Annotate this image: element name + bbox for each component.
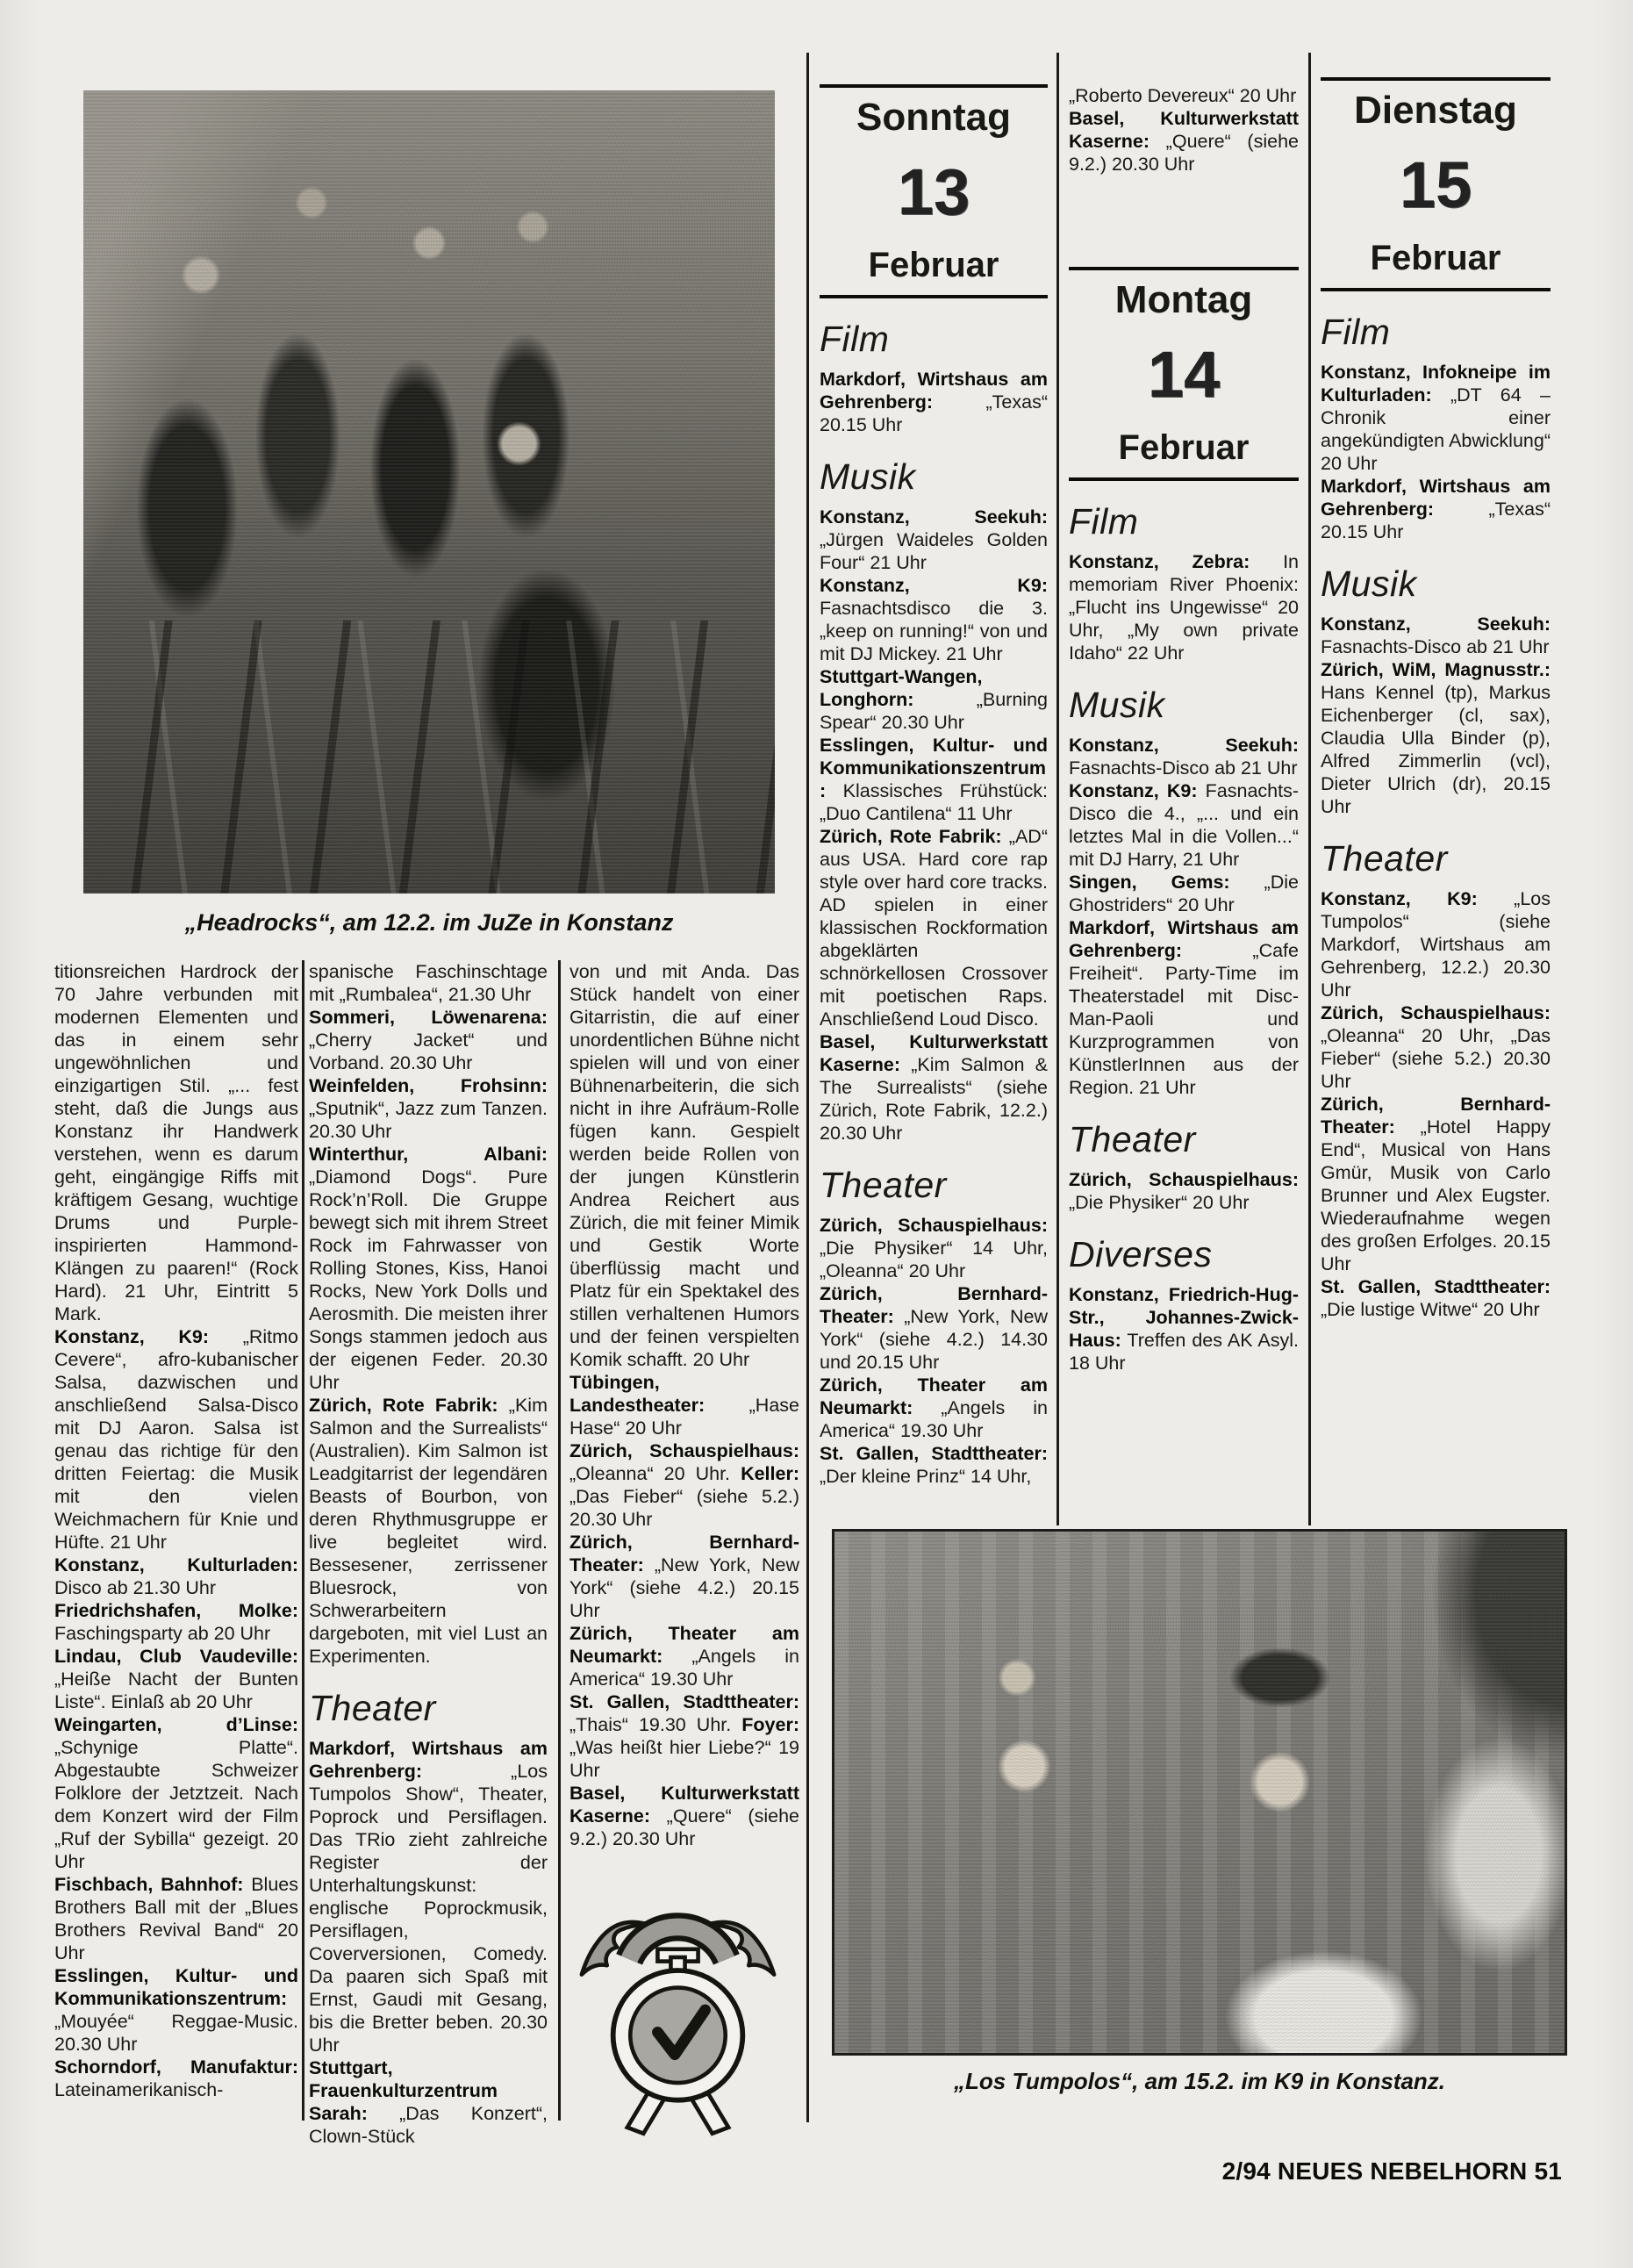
day-number: 13 xyxy=(897,155,970,228)
venue-name: Schorndorf, Manufaktur: xyxy=(54,2056,298,2078)
venue-name: Zürich, Schauspielhaus: xyxy=(569,1440,799,1461)
event-entry xyxy=(54,2056,298,2101)
venue-name: Zürich, Rote Fabrik: xyxy=(820,826,1002,847)
venue-name: Zürich, Bernhard-Theater: xyxy=(820,1283,1048,1327)
event-text: „Heiße Nacht der Bunten Liste“. Einlaß ab 20 Uhr xyxy=(54,1669,298,1712)
event-text: Fasnachts-Disco ab 21 Uhr xyxy=(1069,757,1298,779)
event-entry xyxy=(820,368,1048,436)
event-entry xyxy=(820,574,1048,665)
event-text: „Angels in America“ 19.30 Uhr xyxy=(820,1397,1048,1441)
event-entry xyxy=(54,1645,298,1713)
event-text: „Die Physiker“ 20 Uhr xyxy=(1069,1192,1250,1213)
column-monday xyxy=(1069,84,1299,1374)
event-entry xyxy=(309,1143,548,1394)
article-paragraph xyxy=(1069,84,1299,107)
venue-name: Konstanz, Kulturladen: xyxy=(54,1554,298,1575)
event-text: „Hase Hase“ 20 Uhr xyxy=(569,1395,799,1439)
venue-name: Konstanz, Seekuh: xyxy=(820,506,1048,528)
event-entry xyxy=(309,1074,548,1143)
event-entry xyxy=(820,1030,1048,1145)
venue-name: Zürich, Bernhard-Theater: xyxy=(569,1532,799,1575)
event-entry xyxy=(820,506,1048,574)
photo-caption-bottom: „Los Tumpolos“, am 15.2. im K9 in Konstanz. xyxy=(953,2068,1446,2094)
day-month-name: Februar xyxy=(868,246,999,284)
event-entry xyxy=(1069,550,1299,664)
page-footer: 2/94 NEUES NEBELHORN 51 xyxy=(1221,2157,1562,2185)
day-number: 15 xyxy=(1399,148,1472,221)
event-entry xyxy=(569,1531,799,1622)
article-paragraph xyxy=(54,960,298,1325)
event-entry xyxy=(569,1371,799,1439)
event-entry xyxy=(309,1006,548,1074)
day-name: Sonntag xyxy=(856,96,1011,139)
event-entry xyxy=(1069,1168,1299,1214)
event-text: „Oleanna“ 20 Uhr. xyxy=(569,1463,741,1484)
venue-name: Foyer: xyxy=(741,1714,799,1735)
event-text: „Roberto Devereux“ 20 Uhr xyxy=(1069,85,1297,106)
event-text: „Kim Salmon and the Surrealists“ (Australien). Kim Salmon ist Leadgitarrist der legendären Beasts of Bourbon, von deren Rhythmusgruppe er live begleitet wird. Bessesener, zerrissener Bluesrock, von Schwerarbeitern dargeboten, mit viel Lust an Experimenten. xyxy=(309,1395,548,1667)
column-listing-saturday-1 xyxy=(54,960,298,2101)
venue-name: Zürich, Bernhard-Theater: xyxy=(1321,1094,1551,1138)
venue-name: Winterthur, Albani: xyxy=(309,1144,548,1165)
event-text: „New York, New York“ (siehe 4.2.) 20.15 Uhr xyxy=(569,1554,799,1621)
day-header-dienstag xyxy=(1321,77,1551,291)
event-entry xyxy=(820,825,1048,1030)
column-divider xyxy=(1056,53,1059,1525)
event-entry xyxy=(820,1214,1048,1282)
event-text: „Texas“ 20.15 Uhr xyxy=(820,391,1048,435)
category-heading: Film xyxy=(1069,501,1139,542)
event-entry xyxy=(1321,887,1551,1001)
venue-name: Esslingen, Kultur- und Kommunikationszentrum: xyxy=(820,735,1048,801)
band-photo xyxy=(83,90,775,894)
alarm-clock-icon xyxy=(575,1878,781,2142)
category-heading: Musik xyxy=(1321,563,1417,604)
event-entry xyxy=(1069,779,1299,871)
venue-name: Basel, Kulturwerkstatt Kaserne: xyxy=(569,1783,799,1827)
event-text: „Diamond Dogs“. Pure Rock’n’Roll. Die Gruppe bewegt sich mit ihrem Street Rock im Fahrwasser von Rolling Stones, Kiss, Hanoi Rocks, New York Dolls und Aerosmith. Die meisten ihrer Songs stammen jedoch aus der eigenen Feder. 20.30 Uhr xyxy=(309,1166,548,1393)
event-text: Fasnachts-Disco ab 21 Uhr xyxy=(1321,636,1550,657)
event-entry xyxy=(820,1282,1048,1374)
event-text: „AD“ aus USA. Hard core rap style over hard core tracks. AD spielen in einer klassischen Rockformation abgeklärten schnörkellosen Crossover mit poetischen Raps. Anschließend Loud Disco. xyxy=(820,826,1048,1030)
event-entry xyxy=(1321,658,1551,818)
event-entry xyxy=(54,1964,298,2056)
day-header-montag xyxy=(1069,267,1299,481)
event-text: „Burning Spear“ 20.30 Uhr xyxy=(820,689,1048,733)
category-heading: Musik xyxy=(1069,685,1165,725)
event-text: „Thais“ 19.30 Uhr. xyxy=(569,1714,742,1735)
venue-name: Zürich, WiM, Magnusstr.: xyxy=(1321,659,1551,680)
venue-name: Zürich, Schauspielhaus: xyxy=(820,1215,1048,1236)
venue-name: Konstanz, Seekuh: xyxy=(1321,614,1551,635)
event-entry xyxy=(54,1713,298,1873)
event-entry xyxy=(569,1439,799,1531)
day-number: 14 xyxy=(1147,338,1221,411)
venue-name: Weingarten, d’Linse: xyxy=(54,1714,298,1735)
event-entry xyxy=(1321,361,1551,475)
venue-name: Sommeri, Löwenarena: xyxy=(309,1007,548,1028)
venue-name: Tübingen, Landestheater: xyxy=(569,1372,705,1416)
day-month-name: Februar xyxy=(1118,428,1250,467)
event-text: spanische Faschinschtage mit „Rumbalea“, 21.30 Uhr xyxy=(309,961,548,1005)
event-text: titionsreichen Hardrock der 70 Jahre verbunden mit modernen Elementen und das in einem sehr ungewöhnlichen und einzigartigen Stil. „... fest steht, daß die Jungs aus Konstanz ihr Handwerk verstehen, wenn es darum geht, eingängige Riffs mit kräftigem Gesang, wuchtige Drums und Purple-inspirierten Hammond-Klängen zu paaren!“ (Rock Hard). 21 Uhr, Eintritt 5 Mark. xyxy=(54,961,298,1324)
event-text: Faschingsparty ab 20 Uhr xyxy=(54,1623,271,1644)
event-text: „Jürgen Waideles Golden Four“ 21 Uhr xyxy=(820,529,1048,573)
venue-name: St. Gallen, Stadttheater: xyxy=(1321,1276,1551,1297)
venue-name: Konstanz, K9: xyxy=(54,1326,210,1347)
event-text: „DT 64 – Chronik einer angekündigten Abwicklung“ 20 Uhr xyxy=(1321,384,1551,474)
event-entry xyxy=(1321,1275,1551,1321)
venue-name: Basel, Kulturwerkstatt Kaserne: xyxy=(820,1031,1048,1075)
column-divider xyxy=(558,960,561,2121)
event-entry xyxy=(54,1325,298,1554)
event-entry xyxy=(820,734,1048,825)
event-entry xyxy=(309,1737,548,2056)
event-text: „Quere“ (siehe 9.2.) 20.30 Uhr xyxy=(569,1805,799,1849)
event-text: „Cafe Freiheit“. Party-Time im Theaterstadel mit Disc-Man-Paoli und Kurzprogrammen von KünstlerInnen aus der Region. 21 Uhr xyxy=(1069,940,1299,1098)
venue-name: Friedrichshafen, Molke: xyxy=(54,1600,298,1621)
column-divider xyxy=(806,53,809,2122)
event-entry xyxy=(820,665,1048,734)
event-entry xyxy=(54,1599,298,1645)
event-text: „Das Konzert“, Clown-Stück xyxy=(309,2103,548,2147)
category-heading: Theater xyxy=(309,1688,436,1728)
event-entry xyxy=(309,1394,548,1668)
event-entry xyxy=(1069,871,1299,916)
event-entry xyxy=(54,1554,298,1599)
column-divider xyxy=(302,960,304,2121)
event-text: „Angels in America“ 19.30 Uhr xyxy=(569,1646,799,1690)
event-text: „Texas“ 20.15 Uhr xyxy=(1321,499,1551,542)
event-entry xyxy=(1069,1283,1299,1374)
event-entry xyxy=(820,1374,1048,1442)
venue-name: Konstanz, Seekuh: xyxy=(1069,735,1299,756)
column-listing-saturday-3 xyxy=(569,960,799,1850)
event-text: „Cherry Jacket“ und Vorband. 20.30 Uhr xyxy=(309,1030,548,1073)
event-text: „Die Physiker“ 14 Uhr, „Oleanna“ 20 Uhr xyxy=(820,1238,1048,1281)
event-text: Disco ab 21.30 Uhr xyxy=(54,1577,217,1598)
event-entry xyxy=(309,2056,548,2148)
venue-name: Markdorf, Wirtshaus am Gehrenberg: xyxy=(1069,917,1299,961)
category-heading: Musik xyxy=(820,456,916,497)
event-entry xyxy=(1321,475,1551,543)
day-name: Dienstag xyxy=(1354,89,1517,132)
venue-name: Zürich, Theater am Neumarkt: xyxy=(820,1374,1048,1418)
event-entry xyxy=(569,1782,799,1850)
event-text: Lateinamerikanisch- xyxy=(54,2079,224,2100)
venue-name: Fischbach, Bahnhof: xyxy=(54,1874,244,1895)
event-text: „Ritmo Cevere“, afro-kubanischer Salsa, dazwischen und anschließend Salsa-Disco mit DJ Aaron. Salsa ist genau das richtige für den dritten Feiertag: die Musik mit den vielen Weichmachern für Knie und Hüfte. 21 Uhr xyxy=(54,1326,298,1553)
venue-name: Esslingen, Kultur- und Kommunikationszentrum: xyxy=(54,1965,298,2009)
venue-name: Zürich, Rote Fabrik: xyxy=(309,1395,498,1416)
event-entry xyxy=(1321,613,1551,658)
event-text: von und mit Anda. Das Stück handelt von einer Gitarristin, die auf einer unordentlichen Bühne nicht spielen will und von einer Bühnenarbeiterin, die sich nicht in ihre Aufräum-Rolle fügen kann. Gespielt werden beide Rollen von der jungen Künstlerin Andrea Reichert aus Zürich, die mit feiner Mimik und Gestik Worte überflüssig macht und Platz für ein Spektakel des stillen verhaltenen Humors und der feinen verspielten Komik schafft. 20 Uhr xyxy=(569,961,799,1370)
event-entry xyxy=(1321,1093,1551,1275)
venue-name: Konstanz, K9: xyxy=(1321,888,1478,909)
venue-name: Stuttgart-Wangen, Longhorn: xyxy=(820,666,983,710)
venue-name: Lindau, Club Vaudeville: xyxy=(54,1646,298,1667)
article-paragraph xyxy=(309,960,548,1006)
event-text: Blues Brothers Ball mit der „Blues Brothers Revival Band“ 20 Uhr xyxy=(54,1874,298,1963)
venue-name: Stuttgart, Frauenkulturzentrum Sarah: xyxy=(309,2057,498,2124)
event-entry xyxy=(54,1873,298,1964)
venue-name: Markdorf, Wirtshaus am Gehrenberg: xyxy=(820,369,1048,413)
venue-name: Zürich, Theater am Neumarkt: xyxy=(569,1623,799,1667)
venue-name: St. Gallen, Stadttheater: xyxy=(569,1691,799,1712)
event-text: „Schynige Platte“. Abgestaubte Schweizer Folklore der Jetztzeit. Nach dem Konzert wird der Film „Ruf der Sybilla“ gezeigt. 20 Uhr xyxy=(54,1737,298,1872)
category-heading: Film xyxy=(1321,312,1391,352)
event-text: „Los Tumpolos Show“, Theater, Poprock und Persiflagen. Das TRio zieht zahlreiche Register der Unterhaltungskunst: englische Poprockmusik, Persiflagen, Coverversionen, Comedy. Da paaren sich Spaß mit Ernst, Gaudi mit Gesang, bis die Bretter beben. 20.30 Uhr xyxy=(309,1761,548,2056)
event-entry xyxy=(1321,1001,1551,1093)
column-sunday xyxy=(820,84,1048,1488)
event-text: „Die lustige Witwe“ 20 Uhr xyxy=(1321,1299,1540,1320)
event-entry xyxy=(569,1622,799,1690)
event-entry xyxy=(1069,734,1299,779)
venue-name: Markdorf, Wirtshaus am Gehrenberg: xyxy=(1321,476,1551,520)
category-heading: Theater xyxy=(1321,838,1448,879)
event-text: Fasnachts-Disco die 4., „... und ein letztes Mal in die Vollen...“ mit DJ Harry, 21 Uhr xyxy=(1069,780,1299,870)
photo-texture xyxy=(83,621,775,894)
event-text: Fasnachtsdisco die 3. „keep on running!“ von und mit DJ Mickey. 21 Uhr xyxy=(820,598,1048,664)
event-text: „Hotel Happy End“, Musical von Hans Gmür, Musik von Carlo Brunner und Alex Eugster. Wiederaufnahme wegen des großen Erfolges. 20.15 Uhr xyxy=(1321,1116,1551,1274)
event-text: „Kim Salmon & The Surrealists“ (siehe Zürich, Rote Fabrik, 12.2.) 20.30 Uhr xyxy=(820,1054,1048,1144)
venue-name: Singen, Gems: xyxy=(1069,872,1230,893)
event-text: „Was heißt hier Liebe?“ 19 Uhr xyxy=(569,1737,799,1781)
venue-name: Konstanz, Infokneipe im Kulturladen: xyxy=(1321,362,1551,406)
event-text: „Oleanna“ 20 Uhr, „Das Fieber“ (siehe 5.2.) 20.30 Uhr xyxy=(1321,1025,1551,1092)
category-heading: Theater xyxy=(1069,1119,1196,1159)
venue-name: Keller: xyxy=(741,1463,799,1484)
event-text: In memoriam River Phoenix: „Flucht ins Ungewisse“ 20 Uhr, „My own private Idaho“ 22 Uhr xyxy=(1069,551,1299,664)
event-text: „Sputnik“, Jazz zum Tanzen. 20.30 Uhr xyxy=(309,1098,548,1142)
day-month-name: Februar xyxy=(1370,239,1501,277)
event-text: „Das Fieber“ (siehe 5.2.) 20.30 Uhr xyxy=(569,1486,799,1530)
venue-name: Zürich, Schauspielhaus: xyxy=(1069,1169,1299,1190)
venue-name: Konstanz, K9: xyxy=(820,575,1048,596)
event-text: „Mouyée“ Reggae-Music. 20.30 Uhr xyxy=(54,2011,298,2055)
venue-name: Markdorf, Wirtshaus am Gehrenberg: xyxy=(309,1738,548,1782)
los-tumpolos-photo xyxy=(832,1529,1567,2056)
category-heading: Diverses xyxy=(1069,1234,1213,1274)
venue-name: Konstanz, Friedrich-Hug-Str., Johannes-Zwick-Haus: xyxy=(1069,1284,1299,1351)
event-entry xyxy=(1069,107,1299,176)
event-text: „Los Tumpolos“ (siehe Markdorf, Wirtshaus am Gehrenberg, 12.2.) 20.30 Uhr xyxy=(1321,888,1551,1001)
category-heading: Theater xyxy=(820,1165,947,1205)
venue-name: Konstanz, Zebra: xyxy=(1069,551,1250,572)
event-text: „Die Ghostriders“ 20 Uhr xyxy=(1069,872,1299,915)
column-tuesday xyxy=(1321,77,1551,1321)
venue-name: Weinfelden, Frohsinn: xyxy=(309,1075,548,1096)
event-text: „New York, New York“ (siehe 4.2.) 14.30 und 20.15 Uhr xyxy=(820,1306,1048,1373)
event-entry xyxy=(820,1442,1048,1488)
venue-name: Konstanz, K9: xyxy=(1069,780,1198,801)
event-entry xyxy=(569,1690,799,1782)
venue-name: St. Gallen, Stadttheater: xyxy=(820,1443,1048,1464)
column-listing-saturday-2 xyxy=(309,960,548,2148)
event-text: Hans Kennel (tp), Markus Eichenberger (cl, sax), Claudia Ulla Binder (p), Alfred Zimmerlin (vcl), Dieter Ulrich (dr), 20.15 Uhr xyxy=(1321,682,1551,817)
event-entry xyxy=(1069,916,1299,1099)
event-text: Klassisches Frühstück: „Duo Cantilena“ 11 Uhr xyxy=(820,780,1048,824)
day-name: Montag xyxy=(1114,278,1253,321)
photo-caption-top: „Headrocks“, am 12.2. im JuZe in Konstanz xyxy=(184,909,674,936)
category-heading: Film xyxy=(820,319,890,359)
column-divider xyxy=(1308,53,1311,1525)
article-paragraph xyxy=(569,960,799,1371)
venue-name: Basel, Kulturwerkstatt Kaserne: xyxy=(1069,108,1299,152)
event-text: „Der kleine Prinz“ 14 Uhr, xyxy=(820,1466,1032,1487)
event-text: „Quere“ (siehe 9.2.) 20.30 Uhr xyxy=(1069,131,1299,175)
venue-name: Zürich, Schauspielhaus: xyxy=(1321,1002,1551,1023)
event-text: Treffen des AK Asyl. 18 Uhr xyxy=(1069,1330,1299,1374)
day-header-sonntag xyxy=(820,84,1048,298)
